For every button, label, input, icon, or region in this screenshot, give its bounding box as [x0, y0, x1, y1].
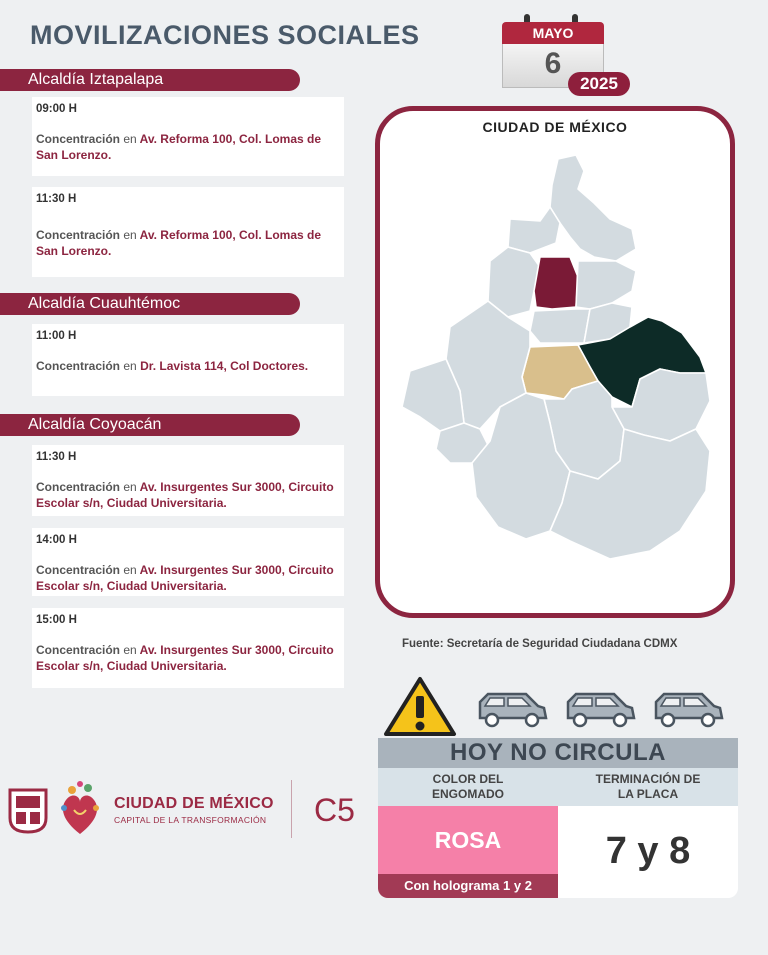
event-description: Concentración en Dr. Lavista 114, Col Doctores.	[36, 359, 309, 373]
hnc-title: HOY NO CIRCULA	[378, 738, 738, 768]
calendar-month: MAYO	[502, 22, 604, 44]
event-card	[32, 97, 344, 176]
cdmx-map-svg	[380, 111, 730, 613]
calendar-day: 6	[502, 44, 604, 88]
section-iztapalapa: Alcaldía Iztapalapa	[0, 69, 300, 91]
hnc-hologram: Con holograma 1 y 2	[378, 874, 558, 898]
cdmx-shield-logo	[8, 788, 48, 834]
brand-line1: CIUDAD DE MÉXICO	[114, 795, 274, 812]
heart-logo	[58, 780, 102, 838]
event-card	[32, 187, 344, 277]
section-coyoacan: Alcaldía Coyoacán	[0, 414, 300, 436]
brand-line2: CAPITAL DE LA TRANSFORMACIÓN	[114, 815, 267, 825]
event-description: Concentración en Av. Insurgentes Sur 3000, Circuito Escolar s/n, Ciudad Universitaria.	[36, 643, 334, 673]
event-time: 15:00 H	[36, 614, 77, 626]
map-title: CIUDAD DE MÉXICO	[482, 119, 628, 135]
warning-icon	[386, 679, 454, 734]
hnc-col2-header: TERMINACIÓN DE LA PLACA	[558, 768, 738, 806]
hnc-color-value: ROSA	[378, 806, 558, 874]
page-title: MOVILIZACIONES SOCIALES	[30, 20, 420, 50]
cdmx-map	[375, 106, 735, 618]
hnc-icons	[384, 676, 734, 738]
map-region-venustiano-carranza	[576, 261, 636, 309]
event-description: Concentración en Av. Reforma 100, Col. Lomas de San Lorenzo.	[36, 228, 321, 258]
event-description: Concentración en Av. Insurgentes Sur 3000, Circuito Escolar s/n, Ciudad Universitaria.	[36, 563, 334, 593]
map-region-cuauhtemoc	[534, 257, 578, 309]
hnc-plate-value: 7 y 8	[558, 806, 738, 898]
event-time: 09:00 H	[36, 103, 77, 115]
event-card	[32, 608, 344, 688]
c5-logo: C5	[314, 792, 355, 828]
event-time: 11:00 H	[36, 330, 77, 342]
map-region-gam	[550, 155, 636, 261]
event-time: 11:30 H	[36, 451, 77, 463]
event-card	[32, 445, 344, 516]
car-icon	[568, 694, 634, 726]
event-card	[32, 528, 344, 596]
event-time: 11:30 H	[36, 193, 77, 205]
map-source: Fuente: Secretaría de Seguridad Ciudadana CDMX	[402, 638, 678, 650]
event-card	[32, 324, 344, 396]
section-cuauhtemoc: Alcaldía Cuauhtémoc	[0, 293, 300, 315]
map-region-azcapotzalco	[508, 207, 560, 253]
event-description: Concentración en Av. Insurgentes Sur 3000, Circuito Escolar s/n, Ciudad Universitaria.	[36, 480, 334, 510]
car-icon	[656, 694, 722, 726]
event-time: 14:00 H	[36, 534, 77, 546]
event-description: Concentración en Av. Reforma 100, Col. Lomas de San Lorenzo.	[36, 132, 321, 162]
calendar-year: 2025	[568, 72, 630, 96]
map-region-benito-juarez	[530, 309, 590, 343]
hnc-col1-header: COLOR DEL ENGOMADO	[378, 768, 558, 806]
logo-divider	[291, 780, 292, 838]
car-icon	[480, 694, 546, 726]
